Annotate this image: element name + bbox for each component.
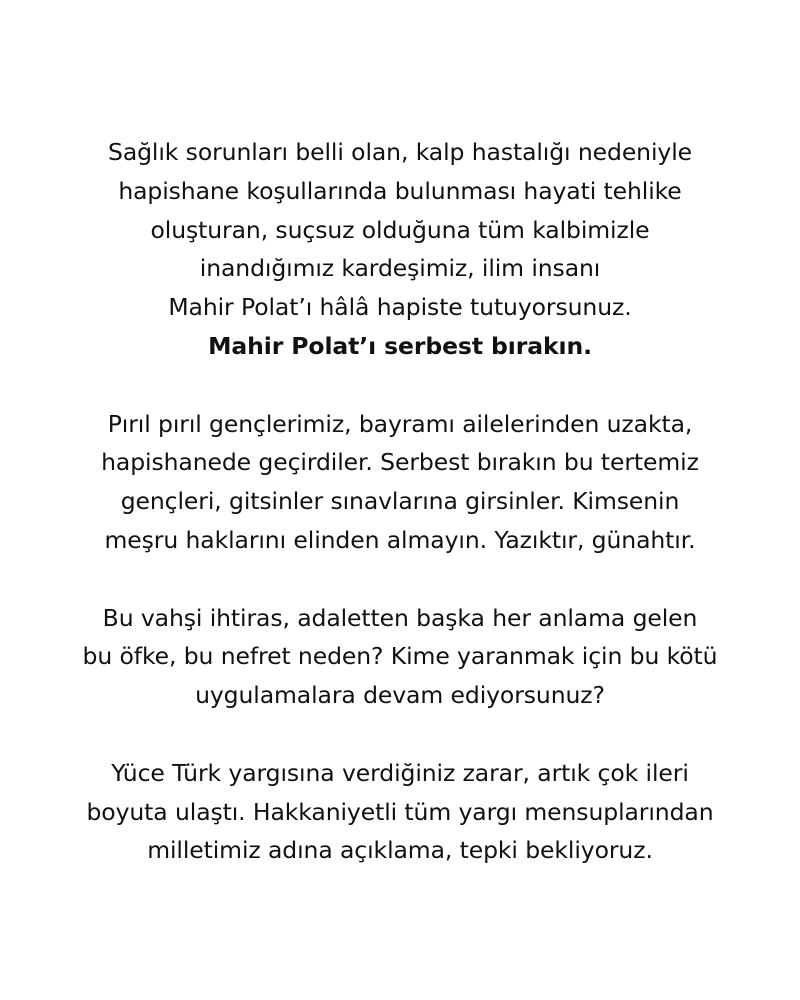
- paragraph-1: [40, 133, 760, 366]
- text-line: Pırıl pırıl gençlerimiz, bayramı ailelerinden uzakta,: [107, 409, 693, 438]
- text-line: hapishane koşullarında bulunması hayati tehlike: [118, 176, 682, 205]
- text-line: inandığımız kardeşimiz, ilim insanı: [199, 254, 601, 283]
- text-line: oluşturan, suçsuz olduğuna tüm kalbimizle: [150, 215, 650, 244]
- text-line: gençleri, gitsinler sınavlarına girsinler. Kimsenin: [120, 487, 680, 516]
- text-line: Yüce Türk yargısına verdiğiniz zarar, artık çok ileri: [111, 758, 689, 787]
- text-line: Mahir Polat’ı hâlâ hapiste tutuyorsunuz.: [168, 293, 632, 322]
- text-line: milletimiz adına açıklama, tepki bekliyoruz.: [147, 836, 653, 865]
- paragraph-3: [40, 599, 760, 715]
- text-line: hapishanede geçirdiler. Serbest bırakın bu tertemiz: [101, 448, 699, 477]
- text-line: meşru haklarını elinden almayın. Yazıktır, günahtır.: [104, 525, 696, 554]
- statement-text: [40, 133, 760, 870]
- emphasis-line: Mahir Polat’ı serbest bırakın.: [208, 331, 592, 360]
- text-line: uygulamalara devam ediyorsunuz?: [195, 681, 605, 710]
- paragraph-4: [40, 754, 760, 870]
- text-line: boyuta ulaştı. Hakkaniyetli tüm yargı mensuplarından: [86, 797, 714, 826]
- paragraph-2: [40, 405, 760, 560]
- text-line: Bu vahşi ihtiras, adaletten başka her anlama gelen: [102, 603, 698, 632]
- text-line: Sağlık sorunları belli olan, kalp hastalığı nedeniyle: [108, 138, 692, 166]
- text-line: bu öfke, bu nefret neden? Kime yaranmak için bu kötü: [82, 642, 718, 671]
